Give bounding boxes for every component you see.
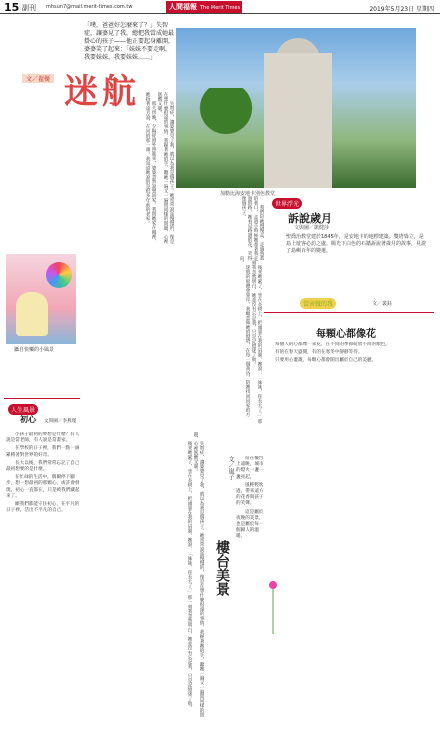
lead-paragraph: 迷航的船總會靠岸。我願意做她的燈塔，在每一個黃昏，陪她找回回家的方向。 xyxy=(239,256,250,417)
section-label: 副刊 xyxy=(22,4,36,12)
masthead-logo: 人間福報 The Merit Times xyxy=(166,1,242,13)
poem-author: 文／裴鈺 xyxy=(372,301,393,307)
side-story-title: 初心 xyxy=(20,415,36,424)
side-paragraph: 在忙碌的生活中，偶爾停下腳步，想一想最初的那顆心，或許會發現，初心一直都在，只是被我們藏起來了。 xyxy=(6,475,80,499)
lead-column-3 xyxy=(86,256,262,426)
world-light-box xyxy=(264,200,434,308)
divider xyxy=(4,398,80,399)
palm-tree xyxy=(196,88,256,188)
contact-email: mhsun7@mail.merit-times.com.tw xyxy=(46,4,133,10)
side-paragraph: 願我們都能守住初心，在平凡的日子裡，活出不平凡的自己。 xyxy=(6,502,80,514)
page-number: 15 xyxy=(4,1,20,14)
column-paragraph: 風輕輕吹過，帶來遠方的花香與孩子的笑聲。 xyxy=(236,482,264,507)
lead-paragraph: 我們陪她慢慢走，走過熟悉的巷口，走過小時候她牽著我走過的路。她看見路邊的花，笑得像個孩子。 xyxy=(241,196,264,261)
column-paragraph: 站在樓台上遠眺，城市的燈火一盞一盞亮起。 xyxy=(236,456,264,480)
child-figure xyxy=(16,292,48,336)
flower-decoration xyxy=(268,580,278,636)
side-paragraph: 小孩子最初的夢想是什麼？有人說是當老師，有人說是當畫家。 xyxy=(6,432,80,444)
lead-title: 迷航 xyxy=(64,72,140,112)
column-story-body xyxy=(236,456,264,716)
world-light-title: 訴說歲月 xyxy=(288,212,332,225)
lead-paragraph: 失智症，讓婆婆見了我，就以為我是個孩子。她常常說話慢慢的，像是在想什麼很遠的事情。我握著她的手，聽她一遍又一遍問同樣的問題，心裡既酸又暖。 xyxy=(157,92,174,244)
lead-byline: 文／翟優 xyxy=(22,74,54,83)
church-photo xyxy=(176,28,416,188)
issue-date: 2019年5月23日 星期四 xyxy=(369,6,434,13)
column-paragraph: 這是屬於夜晚的美景，也是屬於每一個歸人的溫暖。 xyxy=(236,509,264,540)
lead-paragraph: 那天傍晚，夕陽從窗外照進來，婆婆忽然說想回家。我問她家在哪裡，她指著遠方說，在河的那一頭。我知道她說的是很多年前的老家。 xyxy=(145,92,156,244)
center-paragraph: 後來她累了，坐在長椅上，把頭靠在我的肩膀。她說：「妹妹，你長大了。」那一刻我忽然明白，她並沒有忘記我，只是記憶迷了航。 xyxy=(187,441,192,711)
world-light-body: 聖喬治教堂建於1845年，是安地卡的地標建築。雙塔聳立，是島上遊客必訪之處。陽光下白色的石牆訴說著歲月的故事，見證了島嶼百年的變遷。 xyxy=(286,234,427,255)
column-story-author: 文／嵐子 xyxy=(227,456,234,480)
center-column xyxy=(86,432,204,722)
child-photo xyxy=(6,254,76,344)
side-paragraph: 在學校的日子裡，我們一點一滴累積著對世界的好奇。 xyxy=(6,446,80,458)
poem-paragraph: 只要用心灌溉，每顆心都會開出屬於自己的美麗。 xyxy=(275,358,377,364)
side-paragraph: 長大以後，我們常常忘記了自己最初想要的是什麼。 xyxy=(6,460,80,473)
side-story-author: 文與圖／李燕瑾 xyxy=(44,419,77,424)
poem-paragraph: 有的在春天盛開，有的在寒冬中靜靜等待。 xyxy=(275,350,363,356)
lead-paragraph: 後來她累了，坐在長椅上，把頭靠在我的肩膀。她說：「妹妹，你長大了。」那一刻我忽然明白，她並沒有忘記我，只是記憶迷了航。 xyxy=(251,256,262,424)
side-story-tag: 人生風景 xyxy=(8,404,38,415)
center-paragraph: 失智症，讓婆婆見了我，就以為我是個孩子。她常常說話慢慢的，像是在想什麼很遠的事情。我握著她的手，聽她一遍又一遍問同樣的問題，心裡既酸又暖。 xyxy=(193,432,204,717)
page-header xyxy=(0,0,440,14)
poem-tag: 當害做的我 xyxy=(300,298,336,309)
side-story-body xyxy=(6,432,80,722)
poem-body xyxy=(266,342,434,702)
poem-paragraph: 每個人的心都像一朵花，在不同的季節綻放不同的顏色。 xyxy=(275,342,390,347)
church-photo-caption: 加勒比海安地卡別色教堂 xyxy=(220,191,276,197)
lead-column-1 xyxy=(86,92,174,248)
column-story-title: 樓台美景 xyxy=(214,540,230,596)
lead-quote: 「噗，爸爸好怎麼來了？」失智症，讓婆見了我，總把我當成她最掛心的孩子——他正要起身離開，婆婆笑了起來：「妹妹不要走啊，我要妹妹，我要妹妹……」 xyxy=(84,22,175,61)
divider xyxy=(264,312,434,313)
church-tower xyxy=(264,53,332,188)
world-light-tag: 世界浮光 xyxy=(272,198,302,209)
child-photo-caption: 攝自快樂的小風景 xyxy=(14,347,55,353)
poem-title: 每顆心都像花 xyxy=(316,329,376,340)
pinwheel xyxy=(46,262,72,288)
world-light-author: 文與圖／凱健莎 xyxy=(294,225,330,231)
